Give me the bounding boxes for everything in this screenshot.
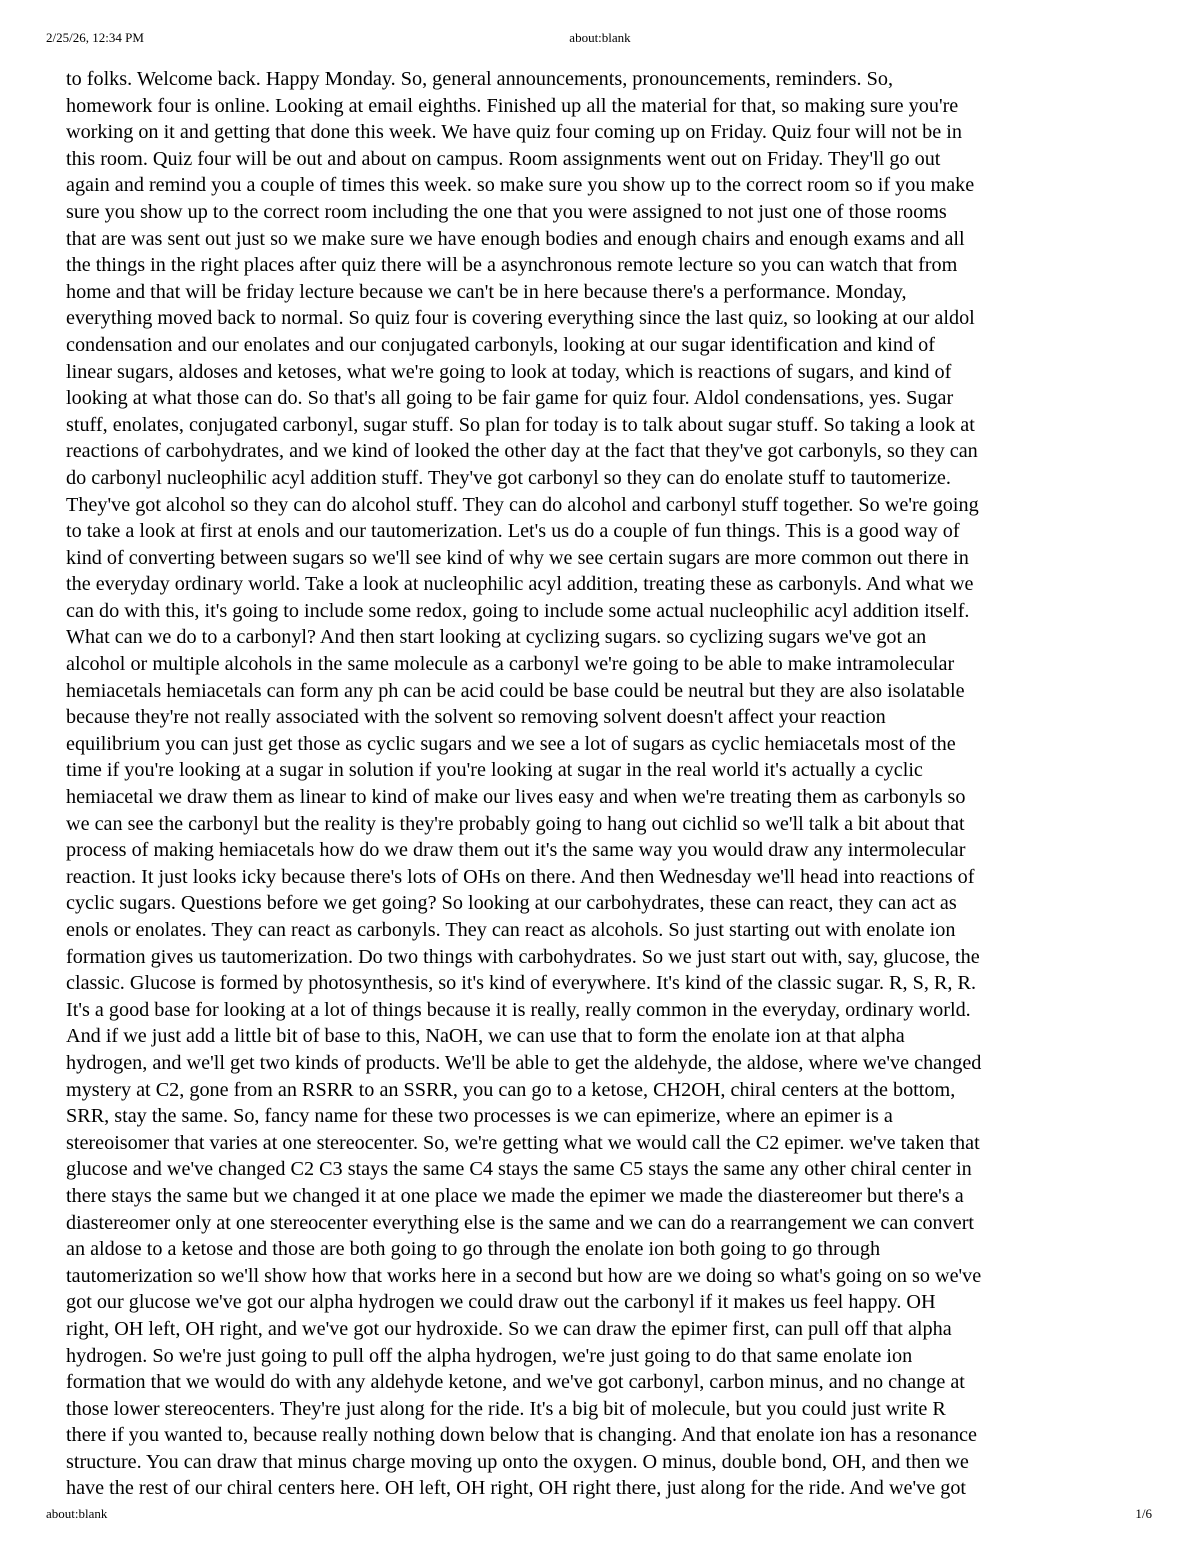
transcript-line: have the rest of our chiral centers here. OH left, OH right, OH right there, just along for the ride. And we've got [66, 1477, 967, 1500]
transcript-line: everything moved back to normal. So quiz four is covering everything since the last quiz, so looking at our aldol [66, 307, 975, 330]
transcript-line: to folks. Welcome back. Happy Monday. So, general announcements, pronouncements, reminders. So, [66, 68, 893, 90]
print-datetime: 2/25/26, 12:34 PM [46, 30, 144, 45]
transcript-line: hydrogen. So we're just going to pull off the alpha hydrogen, we're just going to do that same enolate ion [66, 1344, 913, 1367]
transcript-line: an aldose to a ketose and those are both going to go through the enolate ion both going to go through [66, 1238, 881, 1261]
transcript-line: mystery at C2, gone from an RSRR to an SSRR, you can go to a ketose, CH2OH, chiral centers at the bottom, [66, 1078, 956, 1101]
transcript-line: right, OH left, OH right, and we've got our hydroxide. So we can draw the epimer first, can pull off that alpha [66, 1317, 952, 1340]
transcript-line: condensation and our enolates and our conjugated carbonyls, looking at our sugar identification and kind of [66, 333, 935, 356]
transcript-line: diastereomer only at one stereocenter everything else is the same and we can do a rearrangement we can convert [66, 1211, 975, 1234]
transcript-line: cyclic sugars. Questions before we get going? So looking at our carbohydrates, these can react, they can act as [66, 892, 957, 915]
transcript-line: can do with this, it's going to include some redox, going to include some actual nucleophilic acyl addition itself. [66, 599, 970, 622]
transcript-line: formation that we would do with any aldehyde ketone, and we've got carbonyl, carbon minus, and no change at [66, 1371, 965, 1394]
transcript-line: And if we just add a little bit of base to this, NaOH, we can use that to form the enolate ion at that alpha [66, 1025, 905, 1048]
transcript-line: stereoisomer that varies at one stereocenter. So, we're getting what we would call the C2 epimer. we've taken that [66, 1131, 980, 1154]
transcript-line: They've got alcohol so they can do alcohol stuff. They can do alcohol and carbonyl stuff together. So we're going [66, 493, 979, 516]
transcript-line: reaction. It just looks icky because there's lots of OHs on there. And then Wednesday we'll head into reactions of [66, 865, 975, 888]
transcript-line: linear sugars, aldoses and ketoses, what we're going to look at today, which is reactions of sugars, and kind of [66, 360, 952, 383]
transcript-line: SRR, stay the same. So, fancy name for these two processes is we can epimerize, where an epimer is a [66, 1105, 893, 1128]
transcript-line: stuff, enolates, conjugated carbonyl, sugar stuff. So plan for today is to talk about sugar stuff. So taking a look at [66, 413, 975, 436]
transcript-line: formation gives us tautomerization. Do two things with carbohydrates. So we just start out with, say, glucose, the [66, 945, 980, 968]
transcript-line: alcohol or multiple alcohols in the same molecule as a carbonyl we're going to be able to make intramolecular [66, 653, 955, 676]
transcript-line: kind of converting between sugars so we'll see kind of why we see certain sugars are more common out there in [66, 546, 969, 569]
transcript-line: got our glucose we've got our alpha hydrogen we could draw out the carbonyl if it makes us feel happy. OH [66, 1291, 936, 1314]
transcript-body [66, 66, 1136, 1502]
transcript-line: reactions of carbohydrates, and we kind of looked the other day at the fact that they've got carbonyls, so they can [66, 440, 978, 463]
transcript-line: equilibrium you can just get those as cyclic sugars and we see a lot of sugars as cyclic hemiacetals most of the [66, 732, 956, 755]
transcript-line: It's a good base for looking at a lot of things because it is really, really common in the everyday, ordinary world. [66, 998, 971, 1021]
transcript-line: the everyday ordinary world. Take a look at nucleophilic acyl addition, treating these as carbonyls. And what we [66, 573, 974, 596]
transcript-line: to take a look at first at enols and our tautomerization. Let's us do a couple of fun things. This is a good way of [66, 520, 960, 543]
transcript-line: there if you wanted to, because really nothing down below that is changing. And that enolate ion has a resonance [66, 1424, 977, 1447]
footer-url: about:blank [46, 1506, 108, 1521]
transcript-line: looking at what those can do. So that's all going to be fair game for quiz four. Aldol condensations, yes. Sugar [66, 387, 954, 410]
transcript-line: this room. Quiz four will be out and about on campus. Room assignments went out on Friday. They'll go out [66, 147, 941, 170]
transcript-line: the things in the right places after quiz there will be a asynchronous remote lecture so you can watch that from [66, 254, 958, 277]
transcript-line: homework four is online. Looking at email eighths. Finished up all the material for that, so making sure you're [66, 94, 959, 117]
transcript-line: hydrogen, and we'll get two kinds of products. We'll be able to get the aldehyde, the aldose, where we've changed [66, 1051, 982, 1074]
transcript-line: hemiacetals hemiacetals can form any ph can be acid could be base could be neutral but they are also isolatable [66, 679, 965, 702]
transcript-line: classic. Glucose is formed by photosynthesis, so it's kind of everywhere. It's kind of the classic sugar. R, S, R, R. [66, 972, 976, 995]
transcript-line: What can we do to a carbonyl? And then start looking at cyclizing sugars. so cyclizing sugars we've got an [66, 626, 927, 649]
page-title: about:blank [569, 30, 631, 45]
transcript-line: tautomerization so we'll show how that works here in a second but how are we doing so what's going on so we've [66, 1264, 982, 1287]
transcript-line: that are was sent out just so we make sure we have enough bodies and enough chairs and enough exams and all [66, 227, 965, 250]
transcript-line: time if you're looking at a sugar in solution if you're looking at sugar in the real world it's actually a cyclic [66, 759, 923, 782]
transcript-line: glucose and we've changed C2 C3 stays the same C4 stays the same C5 stays the same any other chiral center in [66, 1158, 972, 1181]
transcript-line: home and that will be friday lecture because we can't be in here because there's a performance. Monday, [66, 280, 907, 303]
transcript-line: hemiacetal we draw them as linear to kind of make our lives easy and when we're treating them as carbonyls so [66, 786, 966, 809]
transcript-line: there stays the same but we changed it at one place we made the epimer we made the diastereomer but there's a [66, 1184, 964, 1207]
transcript-line: process of making hemiacetals how do we draw them out it's the same way you would draw any intermolecular [66, 839, 966, 862]
transcript-line: enols or enolates. They can react as carbonyls. They can react as alcohols. So just starting out with enolate ion [66, 919, 956, 941]
transcript-line: working on it and getting that done this week. We have quiz four coming up on Friday. Quiz four will not be in [66, 121, 962, 144]
page-number: 1/6 [1135, 1506, 1152, 1521]
transcript-line: structure. You can draw that minus charge moving up onto the oxygen. O minus, double bond, OH, and then we [66, 1450, 969, 1473]
transcript-line: because they're not really associated with the solvent so removing solvent doesn't affect your reaction [66, 706, 886, 729]
transcript-line: those lower stereocenters. They're just along for the ride. It's a big bit of molecule, but you could just write R [66, 1397, 946, 1420]
transcript-line: we can see the carbonyl but the reality is they're probably going to hang out cichlid so we'll talk a bit about that [66, 812, 965, 835]
transcript-line: again and remind you a couple of times this week. so make sure you show up to the correct room so if you make [66, 174, 975, 197]
transcript-line: sure you show up to the correct room including the one that you were assigned to not just one of those rooms [66, 200, 947, 223]
transcript-line: do carbonyl nucleophilic acyl addition stuff. They've got carbonyl so they can do enolate stuff to tautomerize. [66, 466, 951, 489]
